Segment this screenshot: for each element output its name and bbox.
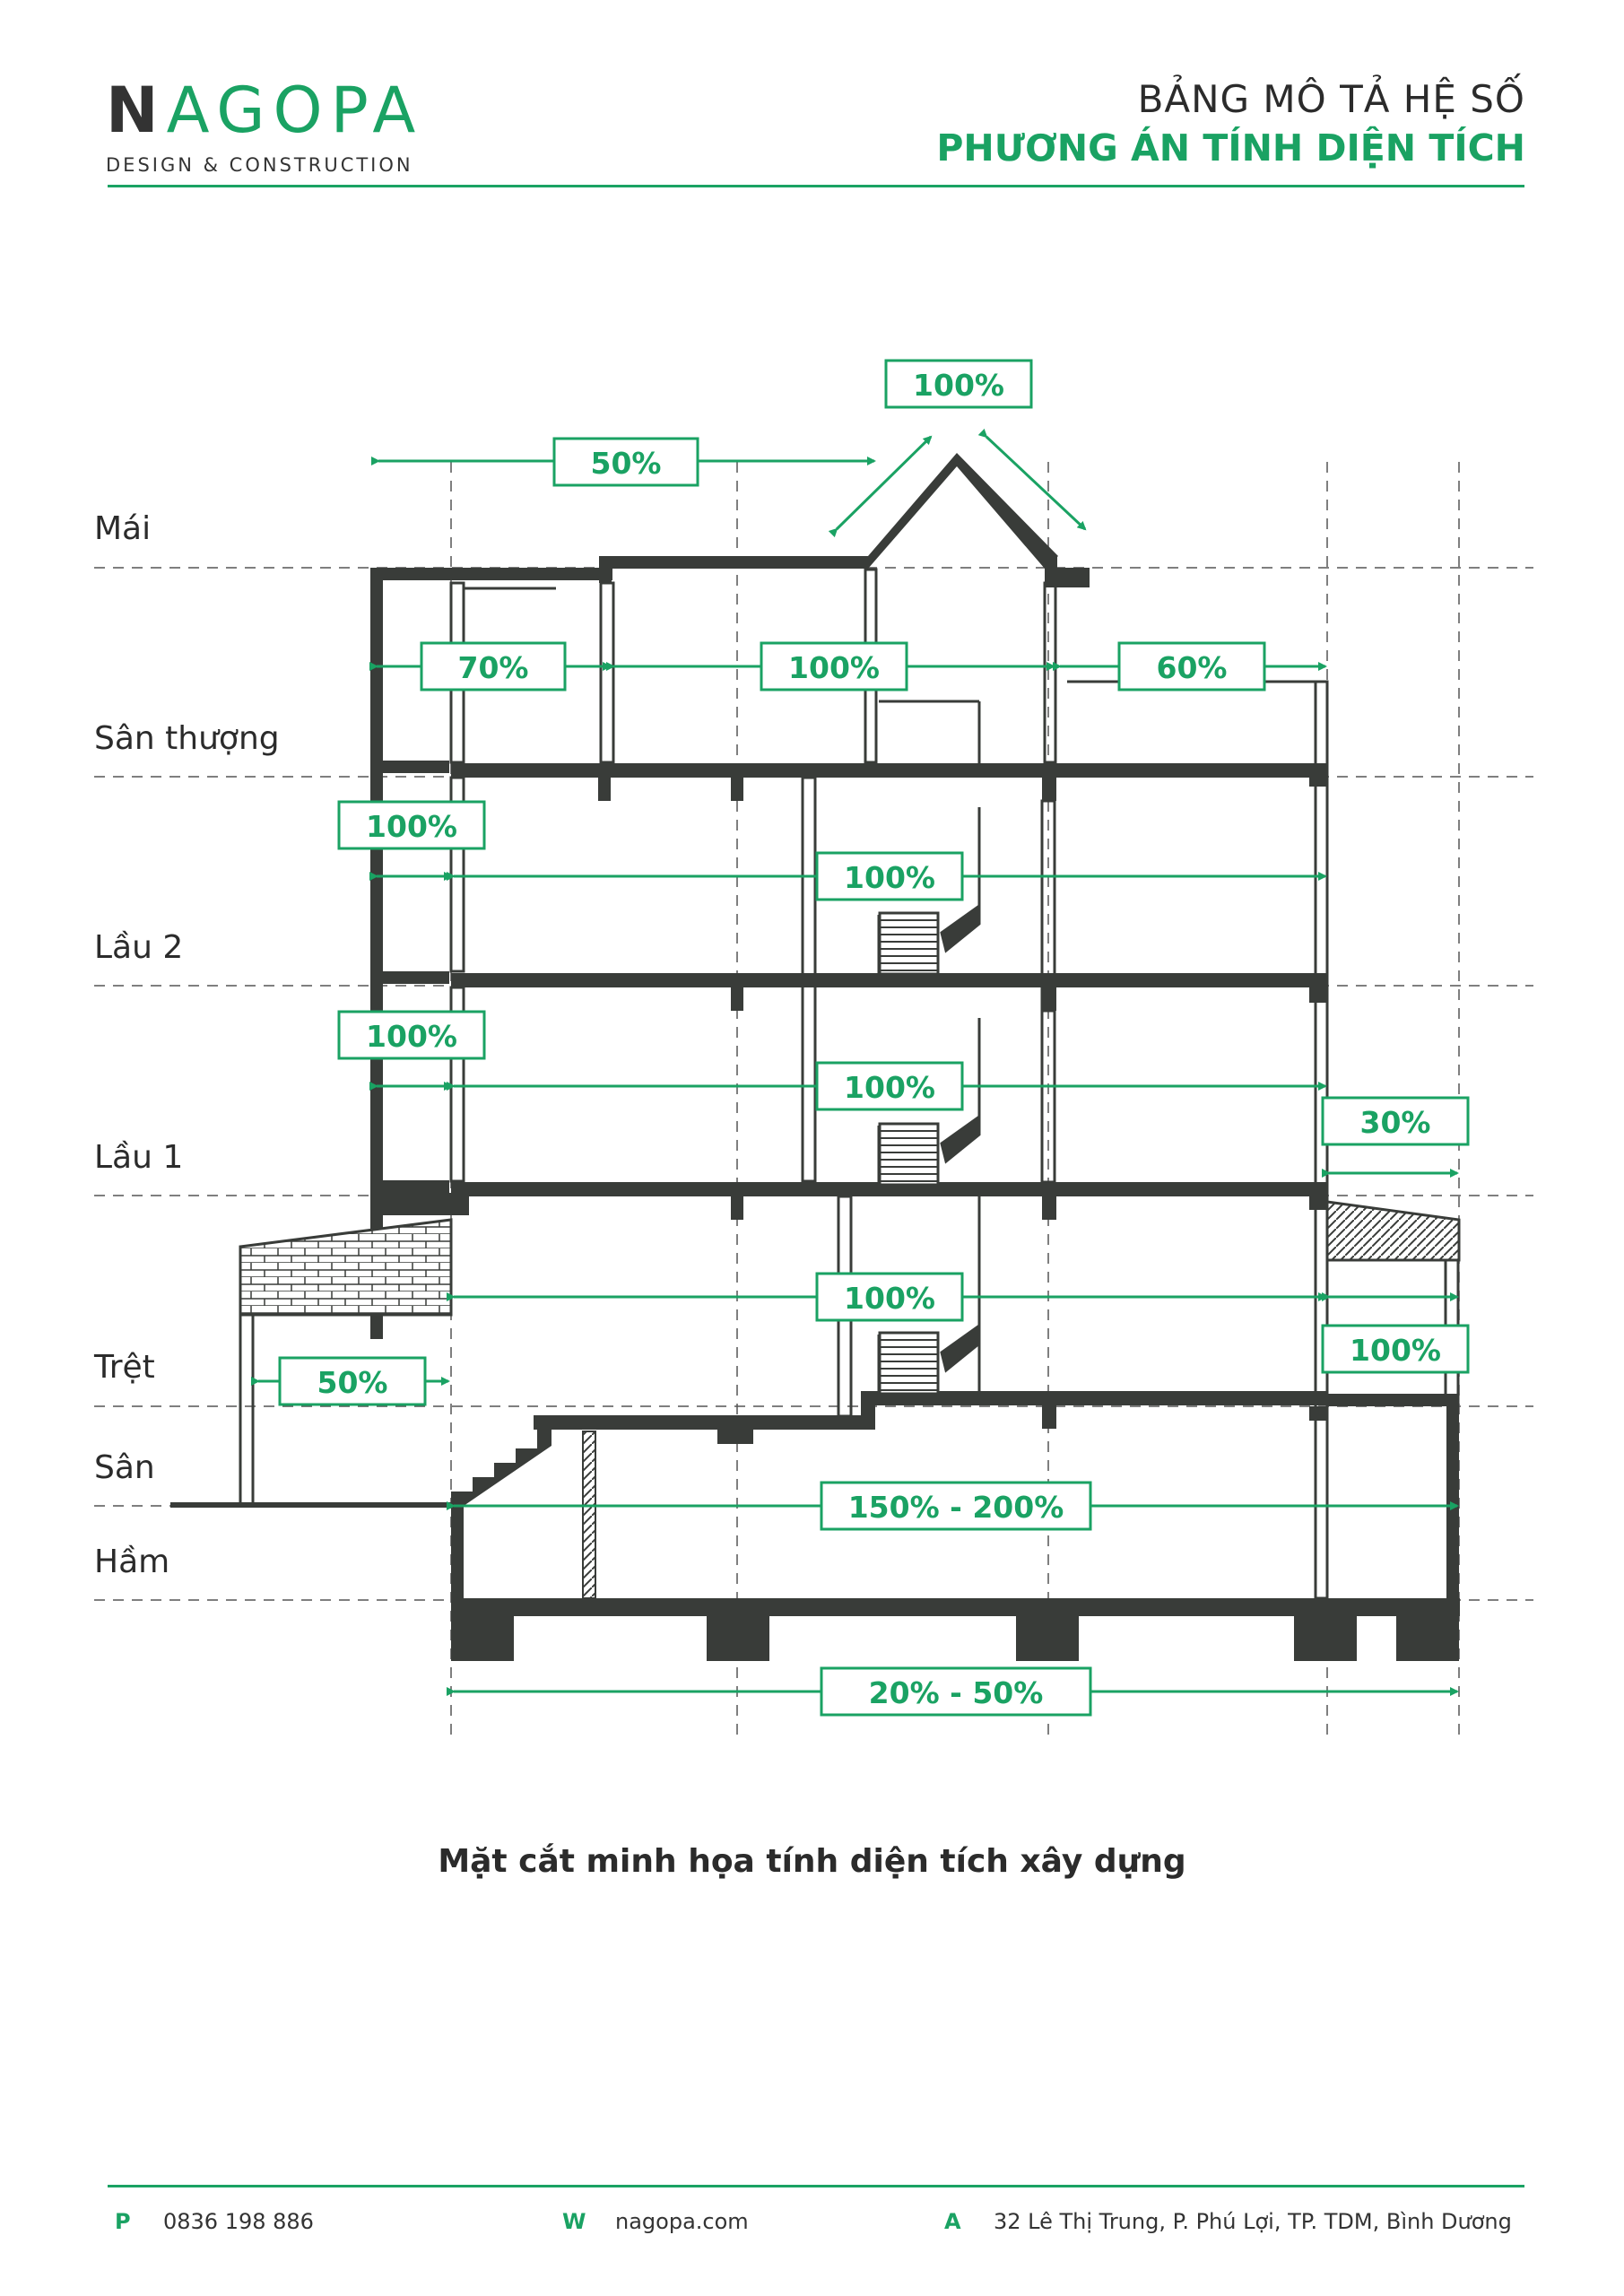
rear-canopy [1327,1202,1459,1260]
tag-roof-slope [886,361,1031,407]
diagram-caption: Mặt cắt minh họa tính diện tích xây dựng [438,1843,1186,1880]
svg-text:100%: 100% [1350,1333,1441,1368]
phone-number: 0836 198 886 [163,2209,314,2234]
svg-text:100%: 100% [844,1281,935,1316]
heading-line-2: PHƯƠNG ÁN TÍNH DIỆN TÍCH [936,126,1525,170]
basement-partition [583,1431,595,1598]
svg-text:100%: 100% [844,1070,935,1105]
website-link[interactable]: nagopa.com [615,2209,749,2234]
logo-name: AGOPA [166,74,424,147]
tag-ground-rear [1323,1326,1468,1372]
level-label-terrace: Sân thượng [94,720,280,757]
logo-mark: N [106,74,167,147]
phone-key: P [115,2209,131,2234]
svg-text:70%: 70% [457,650,529,685]
level-label-floor2: Lầu 2 [94,929,184,966]
svg-text:100%: 100% [913,368,1004,403]
svg-text:30%: 30% [1359,1105,1431,1140]
svg-text:50%: 50% [317,1365,388,1400]
tag-floor2-main [817,853,962,900]
level-label-basement: Hầm [94,1544,170,1580]
level-label-floor1: Lầu 1 [94,1139,184,1176]
tag-floor1-main [817,1063,962,1109]
logo-wordmark [106,74,424,147]
tag-terrace-back [1119,643,1264,690]
tag-basement [821,1483,1090,1529]
svg-text:150% - 200%: 150% - 200% [847,1490,1064,1525]
tag-roof-overhang [554,439,698,485]
svg-text:100%: 100% [788,650,880,685]
heading-line-1: BẢNG MÔ TẢ HỆ SỐ [1137,77,1525,121]
header-divider [108,185,1524,187]
page-heading [936,77,1525,170]
page-footer [0,2209,1624,2245]
tag-front-porch [280,1358,425,1405]
tag-floor1-balcony [339,1012,484,1058]
footer-divider [108,2185,1524,2187]
svg-text:50%: 50% [590,446,662,481]
tag-terrace-middle [761,643,907,690]
tag-floor2-balcony [339,802,484,848]
svg-text:60%: 60% [1156,650,1228,685]
front-porch-roof [240,1220,451,1315]
building-section-diagram [0,341,1624,1776]
level-label-ground: Trệt [94,1349,155,1386]
tag-ground-main [817,1274,962,1320]
logo-tagline: DESIGN & CONSTRUCTION [106,154,413,176]
level-label-roof: Mái [94,510,152,547]
tag-rear-roof [1323,1098,1468,1144]
svg-text:100%: 100% [844,860,935,895]
address-text: 32 Lê Thị Trung, P. Phú Lợi, TP. TDM, Bình Dương [994,2209,1512,2234]
web-key: W [562,2209,586,2234]
level-labels [93,510,280,1580]
tag-foundation [821,1668,1090,1715]
tag-terrace-front [421,643,565,690]
brand-logo [106,74,424,176]
address-key: A [944,2209,961,2234]
svg-text:100%: 100% [366,809,457,844]
svg-text:100%: 100% [366,1019,457,1054]
svg-text:20% - 50%: 20% - 50% [868,1675,1044,1710]
level-label-yard: Sân [94,1449,155,1486]
